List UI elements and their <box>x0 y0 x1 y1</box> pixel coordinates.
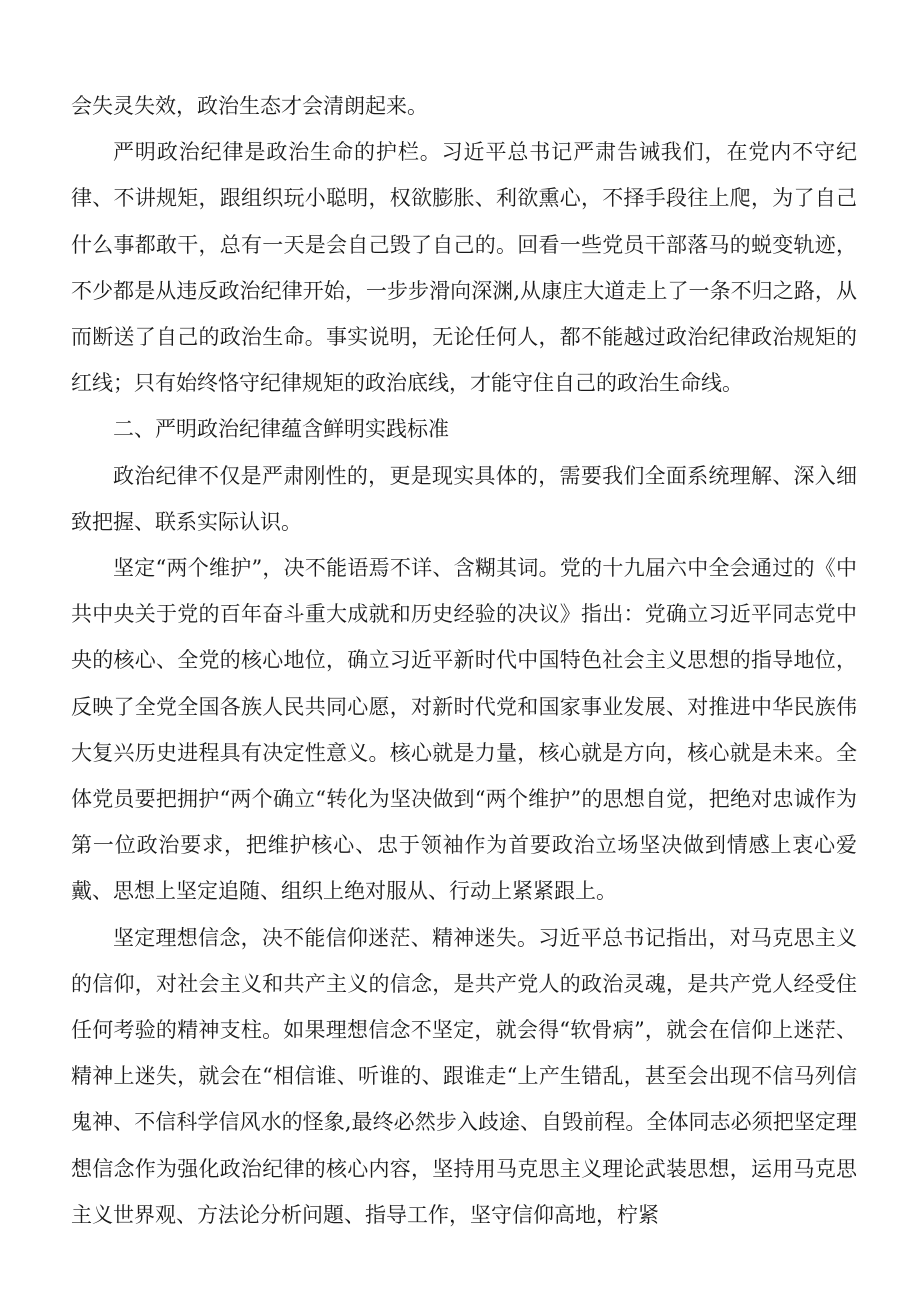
section-heading-2: 二、严明政治纪律蕴含鲜明实践标准 <box>113 417 449 442</box>
paragraph-continued: 会失灵失效，政治生态才会清朗起来。 <box>71 94 428 118</box>
paragraph-political-discipline-guardrail: 严明政治纪律是政治生命的护栏。习近平总书记严肃告诫我们，在党内不守纪律、不讲规矩，跟组织玩小聪明，权欲膨胀、利欲熏心，不择手段往上爬，为了自己什么事都敢干，总有一天是会自己毁了自己的。回看一些党员干部落马的蜕变轨迹，不少都是从违反政治纪律开始，一步步滑向深渊,从康庄大道走上了一条不归之路，从而断送了自己的政治生命。事实说明，无论任何人，都不能越过政治纪律政治规矩的红线；只有始终恪守纪律规矩的政治底线，才能守住自己的政治生命线。 <box>71 140 857 396</box>
paragraph-discipline-concrete: 政治纪律不仅是严肃刚性的，更是现实具体的，需要我们全面系统理解、深入细致把握、联系实际认识。 <box>71 463 857 534</box>
document-body <box>71 83 857 1238</box>
paragraph-two-safeguards: 坚定“两个维护”，决不能语焉不详、含糊其词。党的十九届六中全会通过的《中共中央关于党的百年奋斗重大成就和历史经验的决议》指出：党确立习近平同志党中央的核心、全党的核心地位，确立习近平新时代中国特色社会主义思想的指导地位，反映了全党全国各族人民共同心愿，对新时代党和国家事业发展、对推进中华民族伟大复兴历史进程具有决定性意义。核心就是力量，核心就是方向，核心就是未来。全体党员要把拥护“两个确立“转化为坚决做到“两个维护”的思想自觉，把绝对忠诚作为第一位政治要求，把维护核心、忠于领袖作为首要政治立场坚决做到情感上衷心爱戴、思想上坚定追随、组织上绝对服从、行动上紧紧跟上。 <box>71 556 857 904</box>
paragraph-ideals-beliefs: 坚定理想信念，决不能信仰迷茫、精神迷失。习近平总书记指出，对马克思主义的信仰，对社会主义和共产主义的信念，是共产党人的政治灵魂，是共产党人经受住任何考验的精神支柱。如果理想信念不坚定，就会得“软骨病”，就会在信仰上迷茫、精神上迷失，就会在“相信谁、听谁的、跟谁走“上产生错乱，甚至会出现不信马列信鬼神、不信科学信风水的怪象,最终必然步入歧途、自毁前程。全体同志必须把坚定理想信念作为强化政治纪律的核心内容，坚持用马克思主义理论武装思想，运用马克思主义世界观、方法论分析问題、指导工作，坚守信仰高地，柠紧 <box>71 925 857 1227</box>
